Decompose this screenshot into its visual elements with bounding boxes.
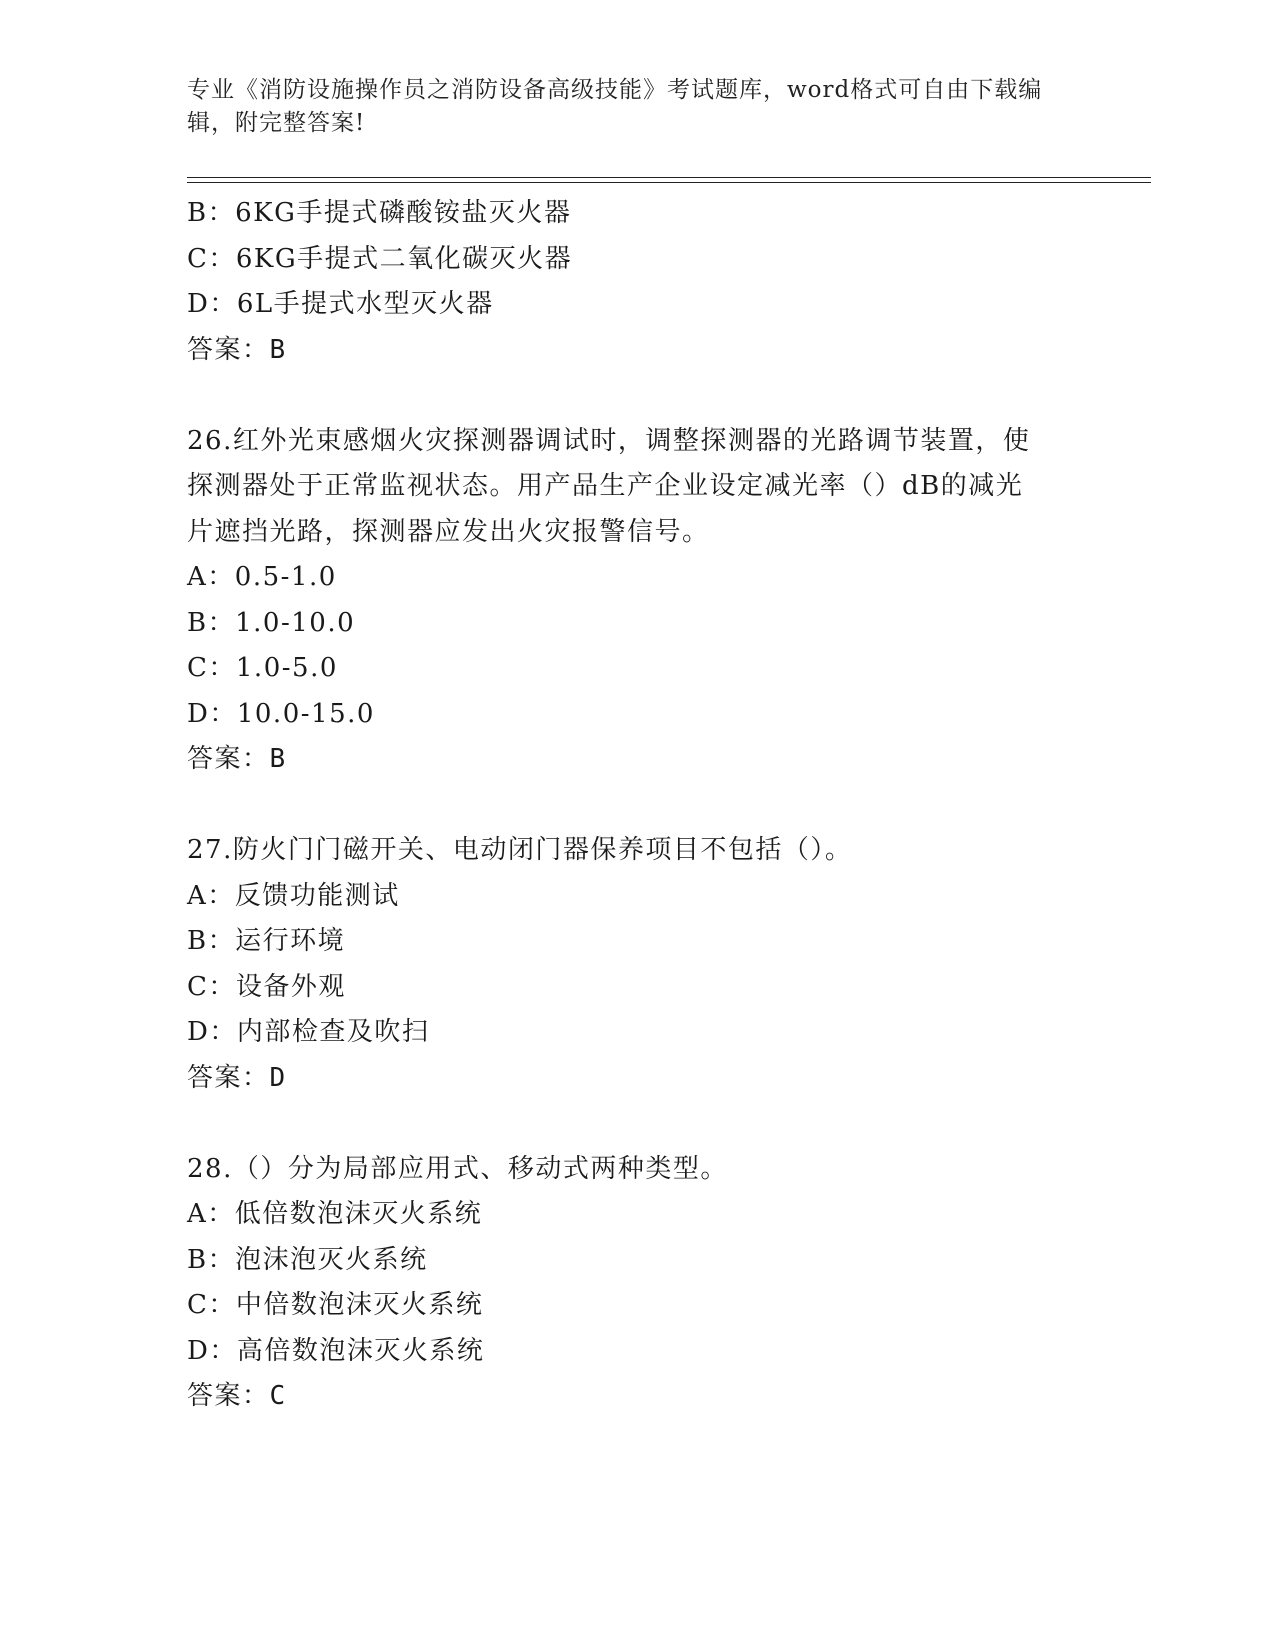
option-b: B：6KG手提式磷酸铵盐灭火器	[187, 198, 572, 228]
option-d: D：高倍数泡沫灭火系统	[187, 1335, 485, 1366]
question-26	[187, 419, 1087, 783]
question-27	[187, 828, 1087, 1101]
answer-line	[187, 737, 1087, 783]
question-text	[187, 419, 1087, 556]
question-content	[187, 191, 1087, 1420]
option-a: A：0.5-1.0	[187, 562, 337, 592]
document-header	[187, 74, 1067, 140]
option-b: B：1.0-10.0	[187, 607, 356, 638]
option-c: C：1.0-5.0	[187, 653, 338, 683]
question-text: 27.防火门门磁开关、电动闭门器保养项目不包括（）。	[187, 835, 853, 865]
answer-line	[187, 328, 1087, 374]
option-d: D：6L手提式水型灭火器	[187, 289, 494, 319]
option-d: D：10.0-15.0	[187, 698, 375, 729]
answer-value: B	[269, 334, 287, 365]
question-text-line: 片遮挡光路，探测器应发出火灾报警信号。	[187, 516, 710, 547]
header-line-1: 专业《消防设施操作员之消防设备高级技能》考试题库，word格式可自由下载编	[187, 77, 1043, 103]
question-25-continued	[187, 191, 1087, 373]
option-c: C：中倍数泡沫灭火系统	[187, 1290, 484, 1320]
answer-line	[187, 1056, 1087, 1102]
spacer	[187, 1101, 1087, 1147]
header-divider-bottom	[187, 182, 1151, 183]
answer-label: 答案：	[187, 1381, 270, 1411]
answer-value: C	[269, 1381, 287, 1411]
spacer	[187, 373, 1087, 419]
option-a: A：低倍数泡沫灭火系统	[187, 1199, 483, 1229]
option-b: B：泡沫泡灭火系统	[187, 1244, 428, 1275]
question-text-line: 探测器处于正常监视状态。用产品生产企业设定减光率（）dB的减光	[187, 471, 1024, 501]
answer-label: 答案：	[187, 334, 270, 365]
spacer	[187, 783, 1087, 829]
header-divider-top	[187, 177, 1151, 178]
option-d: D：内部检查及吹扫	[187, 1017, 430, 1047]
option-a: A：反馈功能测试	[187, 880, 400, 911]
answer-value: B	[269, 744, 287, 774]
answer-label: 答案：	[187, 1062, 270, 1093]
option-b: B：运行环境	[187, 926, 346, 956]
question-28	[187, 1147, 1087, 1420]
answer-line	[187, 1374, 1087, 1420]
option-c: C：6KG手提式二氧化碳灭火器	[187, 243, 573, 274]
question-text-line: 26.红外光束感烟火灾探测器调试时，调整探测器的光路调节装置，使	[187, 425, 1031, 456]
answer-label: 答案：	[187, 744, 270, 774]
answer-value: D	[269, 1062, 287, 1093]
header-line-2: 辑，附完整答案!	[187, 110, 366, 136]
question-text: 28.（）分为局部应用式、移动式两种类型。	[187, 1153, 728, 1184]
option-c: C：设备外观	[187, 971, 346, 1002]
